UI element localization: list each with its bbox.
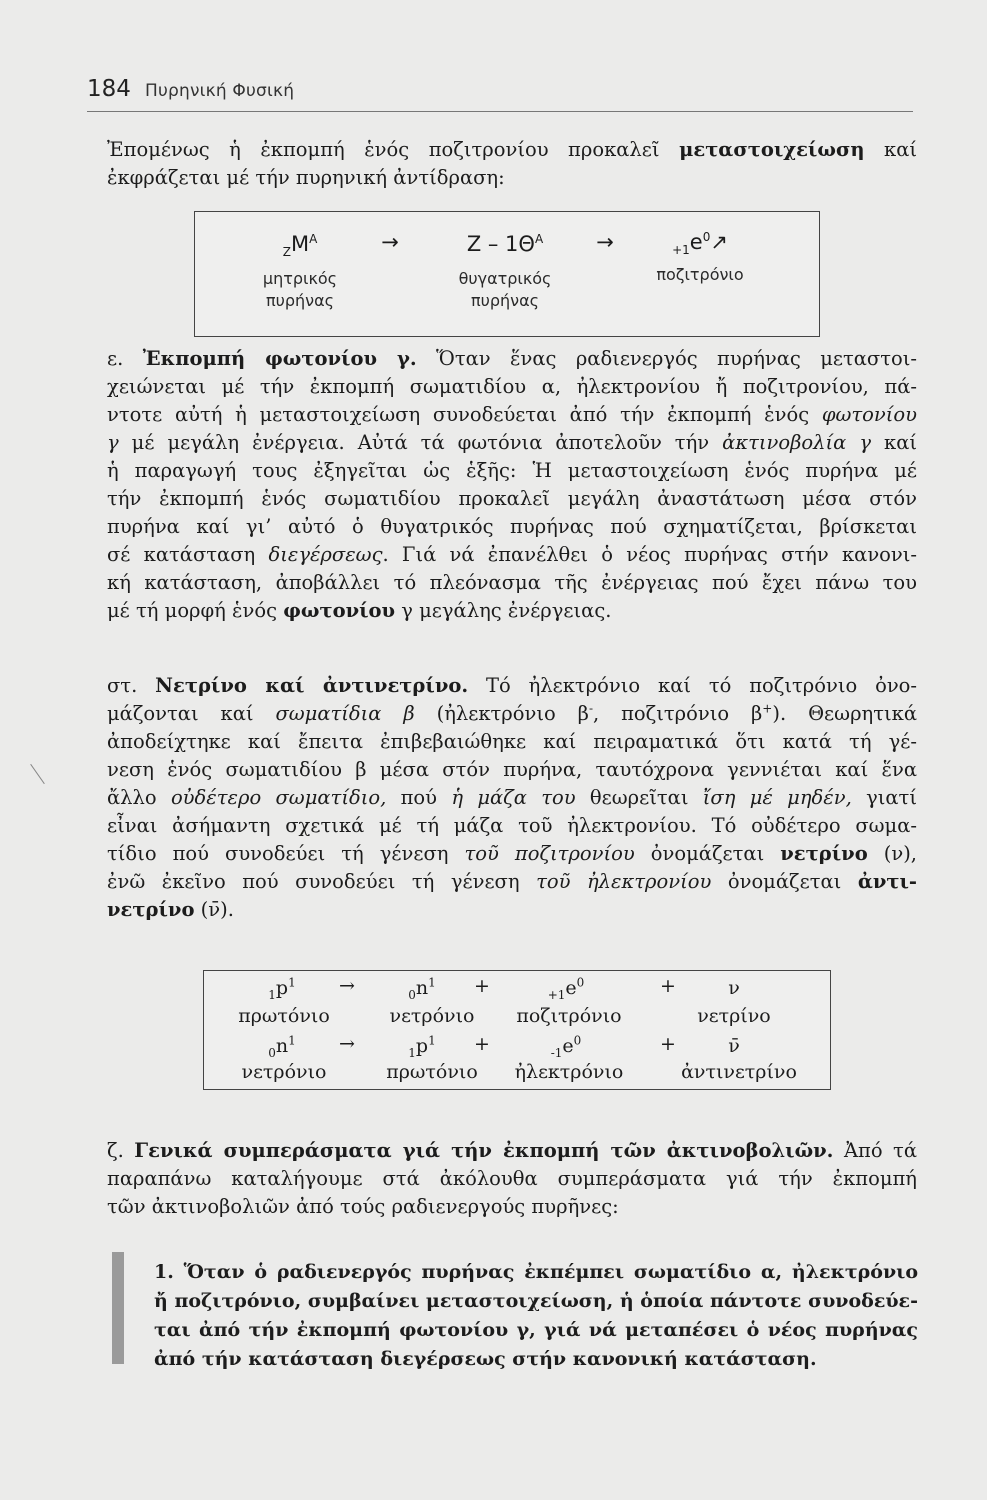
plus-sign: + bbox=[660, 975, 676, 997]
text-line: νετρίνο (ν̄). bbox=[107, 898, 234, 921]
section-gamma-emission bbox=[107, 345, 917, 625]
text-line: στ. Νετρίνο καί ἀντινετρίνο. Τό ἠλεκτρόνιο καί τό ποζιτρόνιο ὀνο- bbox=[107, 674, 917, 697]
text-line: τῶν ἀκτινοβολιῶν ἀπό τούς ραδιενεργούς πυρῆνες: bbox=[107, 1195, 619, 1218]
plus-sign: + bbox=[474, 1033, 490, 1055]
header-rule bbox=[87, 111, 913, 112]
text-line: μέ τή μορφή ἑνός φωτονίου γ μεγάλης ἐνέργειας. bbox=[107, 599, 612, 622]
margin-pencil-mark bbox=[30, 764, 45, 784]
daughter-nucleus-label: θυγατρικός πυρήνας bbox=[458, 269, 552, 310]
positron-formula: $_{+1}e^0↗$ bbox=[672, 230, 728, 258]
section-neutrino bbox=[107, 672, 917, 924]
reaction-arrow: → bbox=[381, 230, 399, 254]
section-conclusions bbox=[107, 1137, 917, 1221]
parent-nucleus-formula: $_ZM^A$ bbox=[282, 232, 318, 260]
text-line: ε. Ἐκπομπή φωτονίου γ. Ὅταν ἕνας ραδιενεργός πυρήνας μεταστοι- bbox=[107, 347, 918, 370]
text-line: χειώνεται μέ τήν ἐκπομπή σωματιδίου α, ἠλεκτρονίου ἤ ποζιτρονίου, πά- bbox=[107, 375, 917, 398]
emission-arrow-icon: ↗ bbox=[710, 230, 728, 254]
section-heading: Ἐκπομπή φωτονίου γ. bbox=[142, 347, 417, 370]
text-line: Ἐπομένως ἡ ἐκπομπή ἑνός ποζιτρονίου προκαλεῖ μεταστοιχείωση καί bbox=[107, 138, 918, 161]
text-line: μάζονται καί σωματίδια β (ἠλεκτρόνιο β-, ποζιτρόνιο β+). Θεωρητικά bbox=[107, 701, 918, 725]
section-heading: Γενικά συμπεράσματα γιά τήν ἐκπομπή τῶν ἀκτινοβολιῶν. bbox=[134, 1139, 834, 1162]
positron-emission-reaction-box bbox=[194, 211, 820, 337]
electron-formula: $_{-1}e^0$ bbox=[550, 1033, 582, 1060]
positron-formula: $_{+1}e^0$ bbox=[547, 975, 585, 1002]
text-line: νεση ἑνός σωματιδίου β μέσα στόν πυρήνα, ταυτόχρονα γεννιέται καί ἕνα bbox=[107, 758, 917, 781]
antineutrino-symbol: ν̄ bbox=[728, 1035, 740, 1057]
text-line: ἤ ποζιτρόνιο, συμβαίνει μεταστοιχείωση, ἡ ὁποία πάντοτε συνοδεύε- bbox=[154, 1290, 918, 1312]
intro-paragraph bbox=[107, 136, 917, 192]
text-line: ἐνῶ ἐκεῖνο πού συνοδεύει τή γένεση τοῦ ἠλεκτρονίου ὀνομάζεται ἀντι- bbox=[107, 870, 917, 893]
daughter-nucleus-formula: Z – $1\Theta^A$ bbox=[466, 232, 544, 256]
reaction-arrow: → bbox=[596, 230, 614, 254]
neutrino-symbol: ν bbox=[728, 977, 740, 999]
reaction-label: πρωτόνιο bbox=[238, 1005, 330, 1027]
text-line: 1. Ὅταν ὁ ραδιενεργός πυρήνας ἐκπέμπει σωματίδιο α, ἠλεκτρόνιο bbox=[154, 1261, 918, 1283]
reaction-arrow: → bbox=[339, 975, 355, 997]
reaction-label: ποζιτρόνιο bbox=[516, 1005, 622, 1027]
conclusion-statement bbox=[154, 1258, 918, 1374]
text-line: πυρήνα καί γι’ αὐτό ὁ θυγατρικός πυρήνας πού σχηματίζεται, βρίσκεται bbox=[107, 515, 917, 538]
reaction-arrow: → bbox=[339, 1033, 355, 1055]
text-line: τίδιο πού συνοδεύει τή γένεση τοῦ ποζιτρονίου ὀνομάζεται νετρίνο (ν), bbox=[107, 842, 917, 865]
section-heading: Νετρίνο καί ἀντινετρίνο. bbox=[155, 674, 469, 697]
proton-formula: $_1p^1$ bbox=[408, 1033, 436, 1060]
text-line: εἶναι ἀσήμαντη σχετικά μέ τή μάζα τοῦ ἠλεκτρονίου. Τό οὐδέτερο σωμα- bbox=[107, 814, 917, 837]
text-line: ἀποδείχτηκε καί ἔπειτα ἐπιβεβαιώθηκε καί πειραματικά ὅτι κατά τή γέ- bbox=[107, 730, 917, 753]
text-line: σέ κατάσταση διεγέρσεως. Γιά νά ἐπανέλθει ὁ νέος πυρήνας στήν κανονι- bbox=[107, 543, 917, 566]
highlight-bar bbox=[112, 1252, 124, 1364]
reaction-label: νετρόνιο bbox=[389, 1005, 475, 1027]
text-line: ἐκφράζεται μέ τήν πυρηνική ἀντίδραση: bbox=[107, 166, 505, 189]
text-line: ντοτε αὐτή ἡ μεταστοιχείωση συνοδεύεται ἀπό τήν ἐκπομπή ἑνός φωτονίου bbox=[107, 403, 917, 426]
text-line: ται ἀπό τήν ἐκπομπή φωτονίου γ, γιά νά μεταπέσει ὁ νέος πυρήνας bbox=[154, 1319, 918, 1341]
plus-sign: + bbox=[474, 975, 490, 997]
positron-label: ποζιτρόνιο bbox=[656, 265, 744, 284]
reaction-label: νετρίνο bbox=[697, 1005, 771, 1027]
neutron-formula: $_0n^1$ bbox=[408, 975, 436, 1002]
text-line: ἡ παραγωγή τους ἐξηγεῖται ὡς ἑξῆς: Ἡ μεταστοιχείωση ἑνός πυρήνα μέ bbox=[107, 459, 917, 482]
proton-formula: $_1p^1$ bbox=[268, 975, 296, 1002]
reaction-label: πρωτόνιο bbox=[386, 1061, 478, 1083]
beta-decay-reactions-box bbox=[203, 970, 831, 1090]
running-title: Πυρηνική Φυσική bbox=[145, 81, 295, 101]
text-line: παραπάνω καταλήγουμε στά ἀκόλουθα συμπεράσματα γιά τήν ἐκπομπή bbox=[107, 1167, 917, 1190]
page-number: 184 bbox=[87, 76, 131, 102]
text-line: ζ. Γενικά συμπεράσματα γιά τήν ἐκπομπή τῶν ἀκτινοβολιῶν. Ἀπό τά bbox=[107, 1139, 918, 1162]
reaction-label: ἠλεκτρόνιο bbox=[514, 1061, 624, 1083]
page-header bbox=[87, 76, 917, 112]
text-line: ἀπό τήν κατάσταση διεγέρσεως στήν κανονική κατάσταση. bbox=[154, 1348, 817, 1370]
parent-nucleus-label: μητρικός πυρήνας bbox=[262, 269, 338, 310]
reaction-label: νετρόνιο bbox=[241, 1061, 327, 1083]
neutron-formula: $_0n^1$ bbox=[268, 1033, 296, 1060]
plus-sign: + bbox=[660, 1033, 676, 1055]
text-line: γ μέ μεγάλη ἐνέργεια. Αὐτά τά φωτόνια ἀποτελοῦν τήν ἀκτινοβολία γ καί bbox=[107, 431, 918, 454]
reaction-label: ἀντινετρίνο bbox=[681, 1061, 797, 1083]
text-line: κή κατάσταση, ἀποβάλλει τό πλεόνασμα τῆς ἐνέργειας πού ἔχει πάνω του bbox=[107, 571, 917, 594]
text-line: ἄλλο οὐδέτερο σωματίδιο, πού ἡ μάζα του θεωρεῖται ἴση μέ μηδέν, γιατί bbox=[107, 786, 917, 809]
text-line: τήν ἐκπομπή ἑνός σωματιδίου προκαλεῖ μεγάλη ἀναστάτωση μέσα στόν bbox=[107, 487, 917, 510]
